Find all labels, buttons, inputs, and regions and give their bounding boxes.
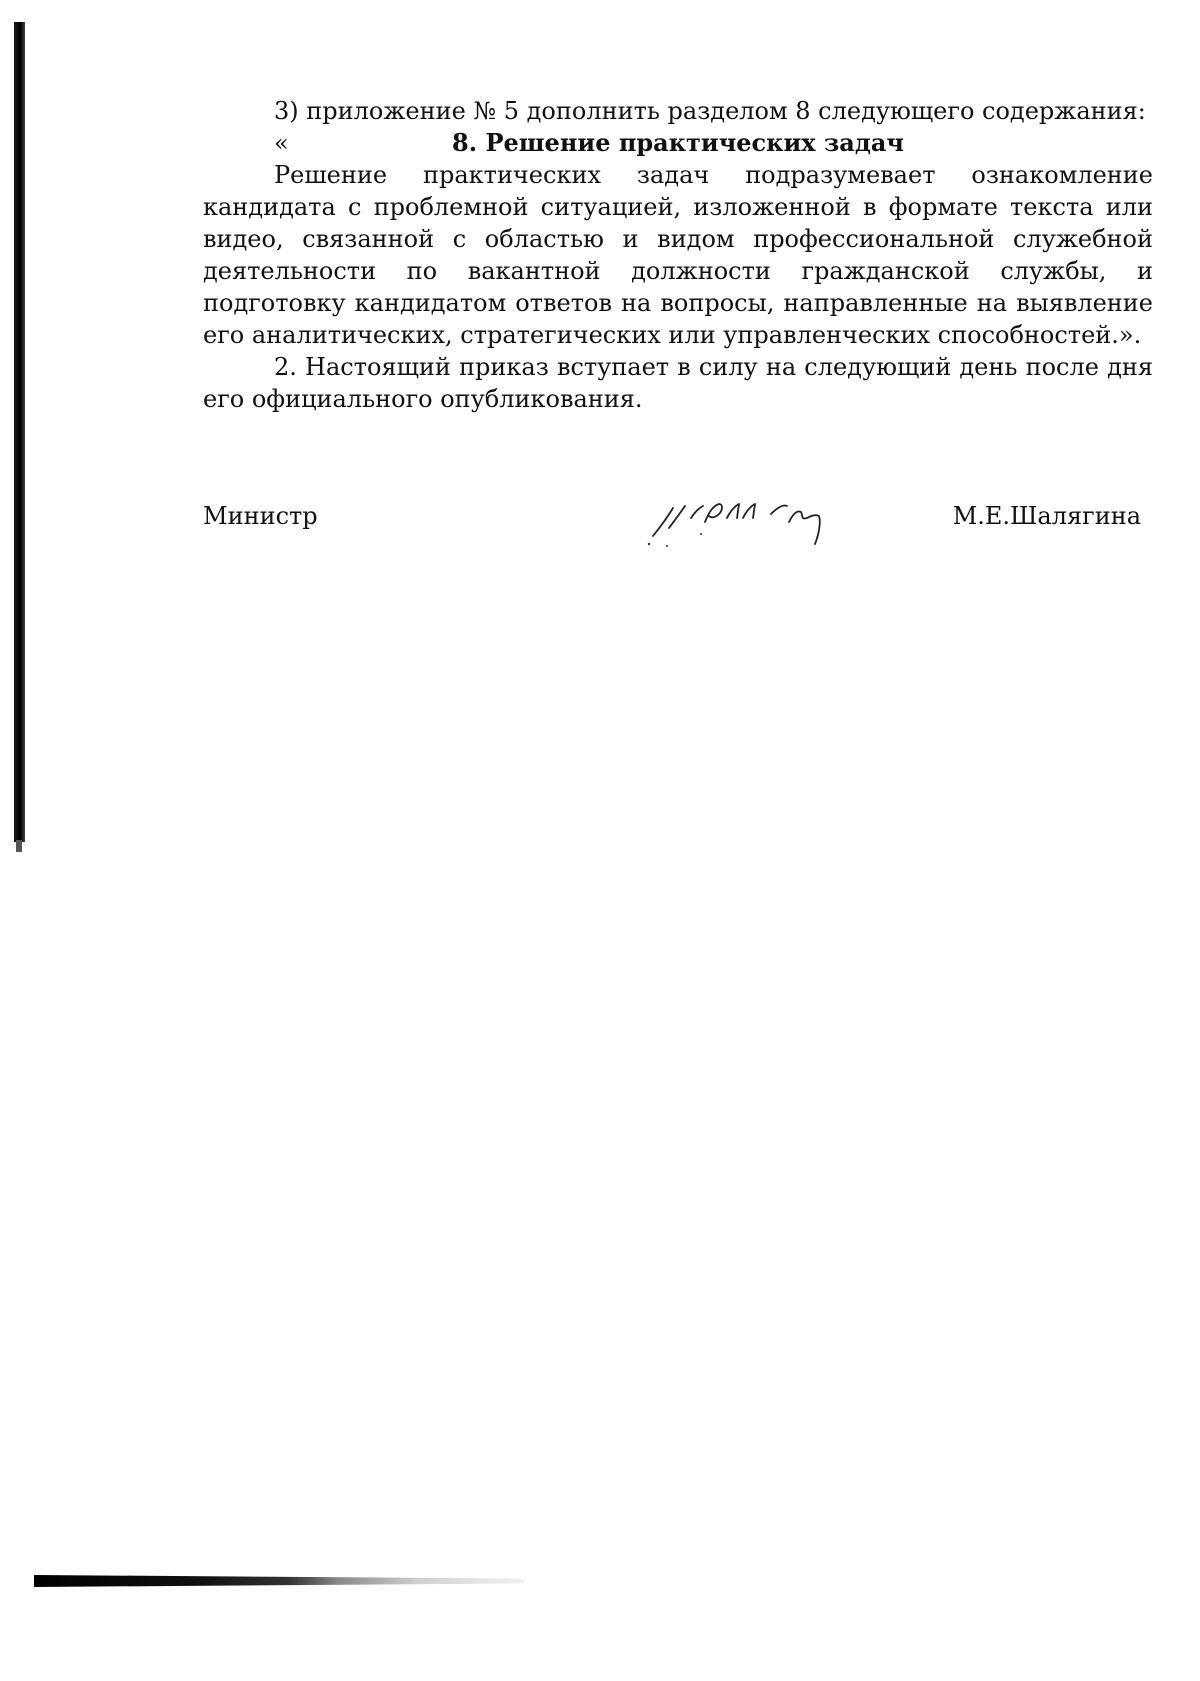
document-body (203, 95, 1153, 415)
scan-edge-bottom (34, 1575, 524, 1587)
signatory-title: Министр (203, 502, 318, 530)
signatory-name: М.Е.Шалягина (952, 502, 1141, 530)
open-quote: « (274, 129, 289, 157)
section-heading-line (203, 127, 1153, 159)
section-8-paragraph: Решение практических задач подразумевает ознакомление кандидата с проблемной ситуацией, изложенной в формате текста или видео, связанной с областью и видом профессиональной служебной деятельности по вакантной должности гражданской службы, и подготовку кандидатом ответов на вопросы, направленные на выявление его аналитических, стратегических или управленческих способностей.». (203, 161, 1153, 349)
point-2-paragraph: 2. Настоящий приказ вступает в силу на следующий день после дня его официального опубликования. (203, 353, 1153, 413)
item-3-intro: 3) приложение № 5 дополнить разделом 8 следующего содержания: (274, 97, 1146, 125)
signature-block (203, 500, 1153, 560)
scan-edge-left (14, 22, 25, 842)
section-heading: 8. Решение практических задач (452, 128, 904, 157)
handwritten-signature (643, 478, 863, 558)
